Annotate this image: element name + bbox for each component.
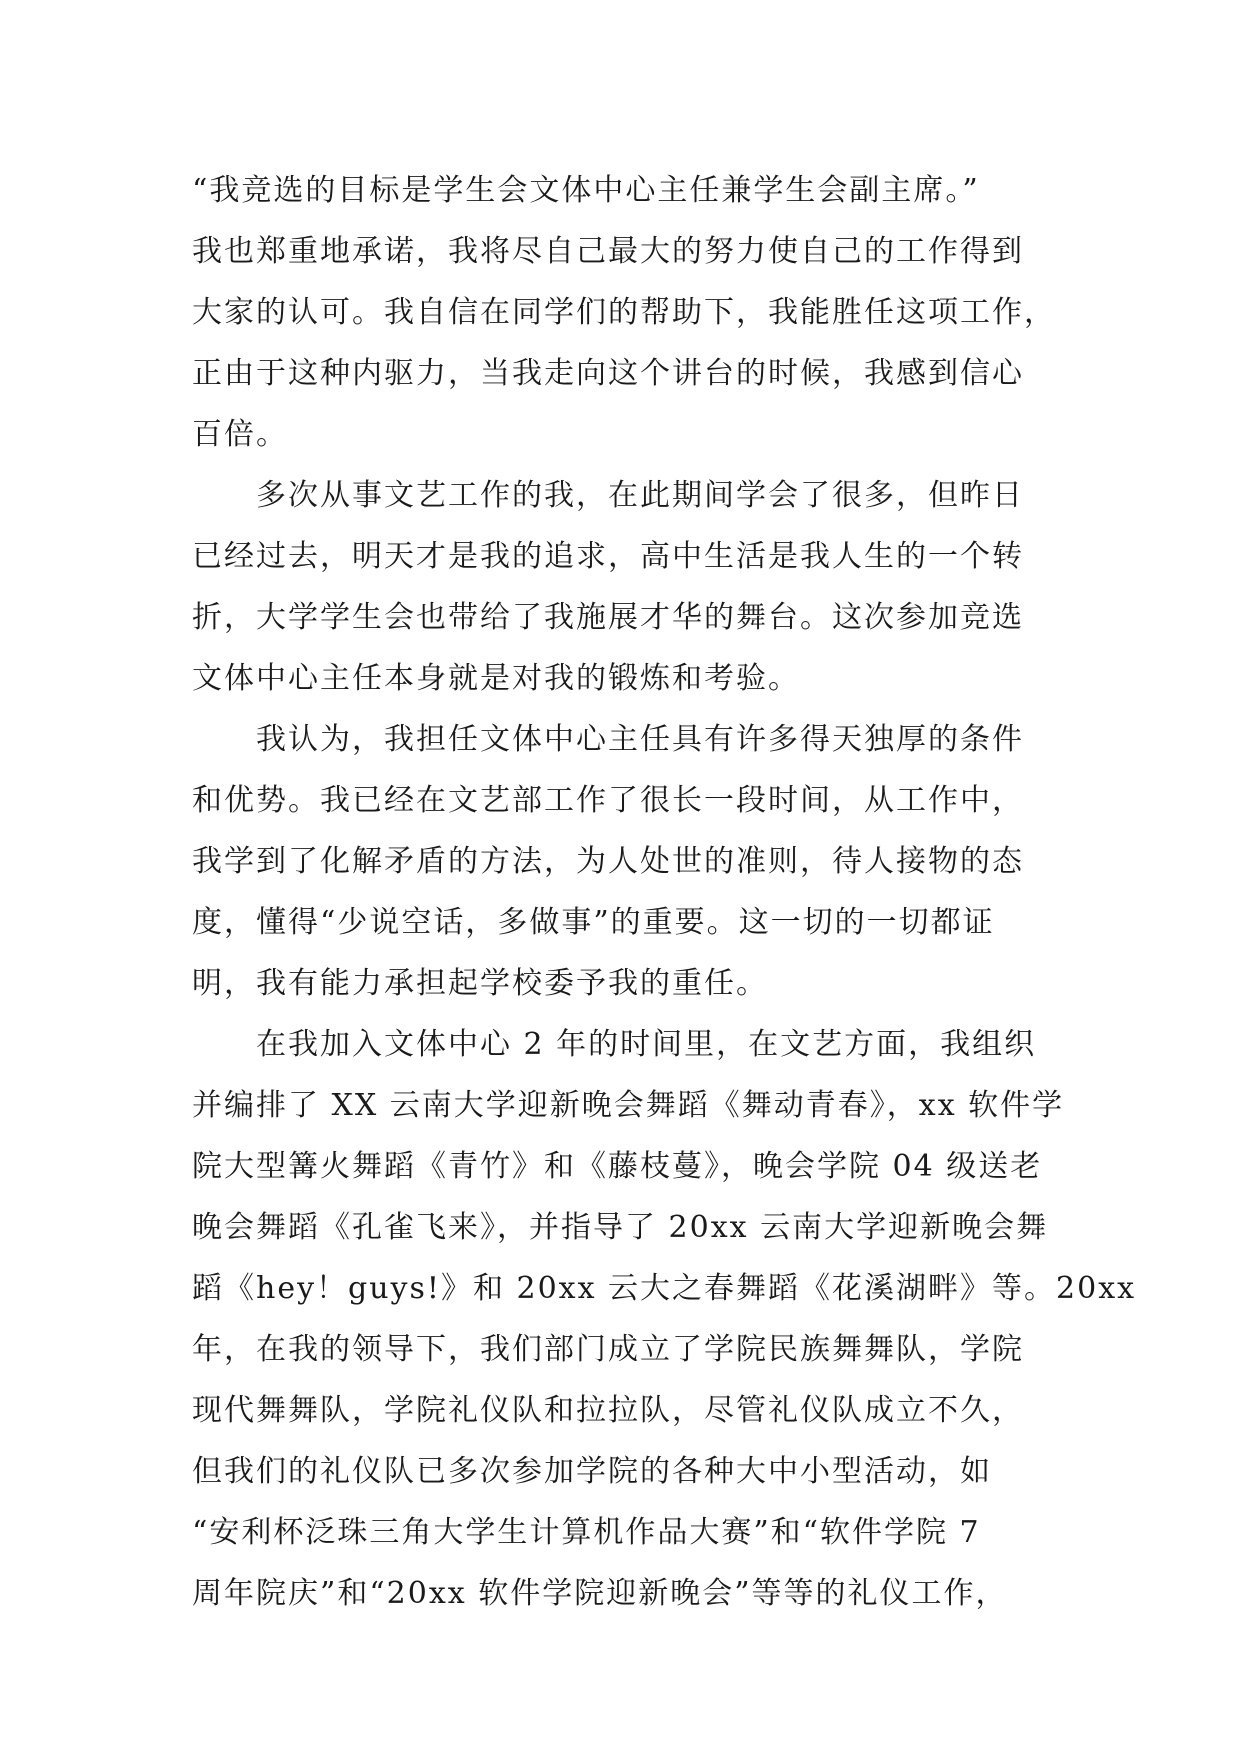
text-line: 和优势。我已经在文艺部工作了很长一段时间，从工作中，: [192, 783, 1024, 818]
text-line-first: 多次从事文艺工作的我，在此期间学会了很多，但昨日: [256, 478, 1024, 513]
text-line-first: 我认为，我担任文体中心主任具有许多得天独厚的条件: [256, 722, 1024, 757]
paragraph-4: [192, 1014, 1137, 1624]
text-line: 正由于这种内驱力，当我走向这个讲台的时候，我感到信心: [192, 356, 1024, 391]
text-line-first: 在我加入文体中心 2 年的时间里，在文艺方面，我组织: [256, 1027, 1037, 1062]
text-line: 但我们的礼仪队已多次参加学院的各种大中小型活动，如: [192, 1454, 992, 1489]
text-line: 文体中心主任本身就是对我的锻炼和考验。: [192, 661, 800, 696]
text-line: 现代舞舞队，学院礼仪队和拉拉队，尽管礼仪队成立不久，: [192, 1393, 1024, 1428]
text-line: 并编排了 XX 云南大学迎新晚会舞蹈《舞动青春》，xx 软件学: [192, 1088, 1065, 1123]
text-line: 大家的认可。我自信在同学们的帮助下，我能胜任这项工作，: [192, 295, 1056, 330]
text-line: 我也郑重地承诺，我将尽自己最大的努力使自己的工作得到: [192, 234, 1024, 269]
text-line: 晚会舞蹈《孔雀飞来》，并指导了 20xx 云南大学迎新晚会舞: [192, 1210, 1049, 1245]
text-line: 蹈《hey！guys!》和 20xx 云大之春舞蹈《花溪湖畔》等。20xx: [192, 1271, 1137, 1306]
text-line: 院大型篝火舞蹈《青竹》和《藤枝蔓》，晚会学院 04 级送老: [192, 1149, 1043, 1184]
text-line: 周年院庆”和“20xx 软件学院迎新晚会”等等的礼仪工作，: [192, 1576, 1008, 1611]
text-line: 度，懂得“少说空话，多做事”的重要。这一切的一切都证: [192, 905, 995, 940]
text-line: “我竞选的目标是学生会文体中心主任兼学生会副主席。”: [192, 173, 980, 208]
text-line: 百倍。: [192, 417, 288, 452]
text-line: 我学到了化解矛盾的方法，为人处世的准则，待人接物的态: [192, 844, 1024, 879]
text-line: 明，我有能力承担起学校委予我的重任。: [192, 966, 768, 1001]
text-line: 折，大学学生会也带给了我施展才华的舞台。这次参加竞选: [192, 600, 1024, 635]
paragraph-2: [192, 465, 1072, 709]
text-line: 已经过去，明天才是我的追求，高中生活是我人生的一个转: [192, 539, 1024, 574]
document-body: [192, 160, 1137, 1624]
paragraph-1: [192, 160, 1072, 465]
text-line: “安利杯泛珠三角大学生计算机作品大赛”和“软件学院 7: [192, 1515, 981, 1550]
paragraph-3: [192, 709, 1072, 1014]
text-line: 年，在我的领导下，我们部门成立了学院民族舞舞队，学院: [192, 1332, 1024, 1367]
